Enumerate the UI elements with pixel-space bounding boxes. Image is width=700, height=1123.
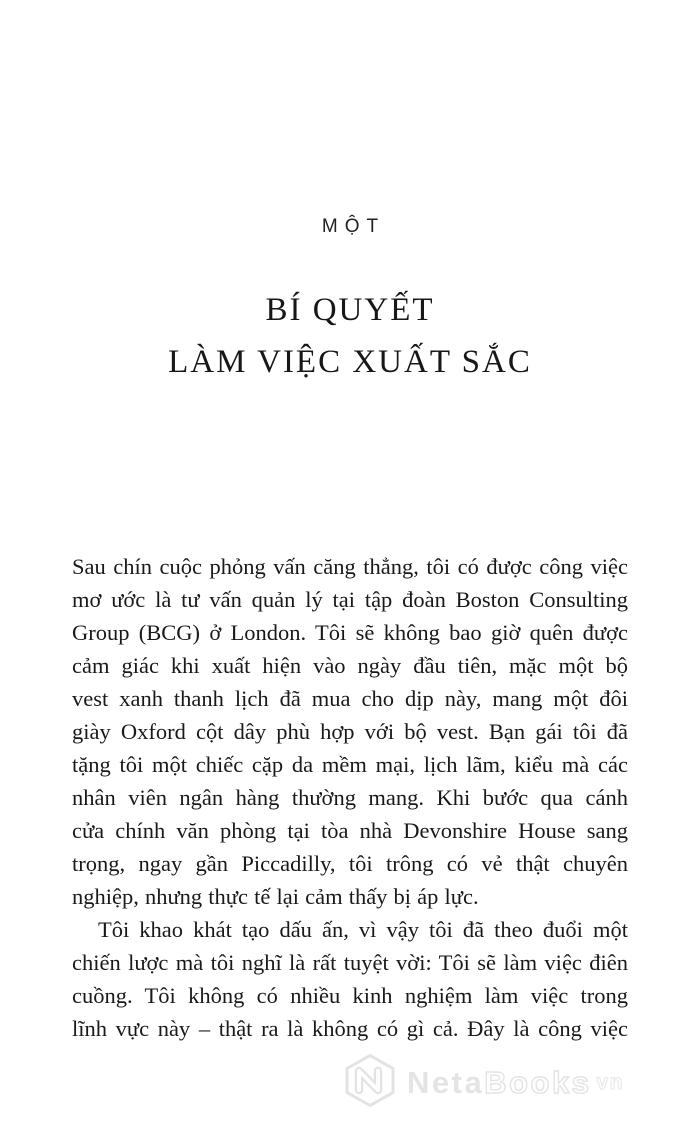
text-line: vest xanh thanh lịch đã mua cho dịp này, mang một đôi — [72, 686, 628, 711]
chapter-number: MỘT — [321, 216, 386, 237]
text-line: Sau chín cuộc phỏng vấn căng thẳng, tôi có được công việc — [72, 554, 628, 579]
netabooks-logo-icon — [342, 1054, 398, 1112]
text-line: cảm giác khi xuất hiện vào ngày đầu tiên, mặc một bộ — [72, 653, 628, 678]
text-line: Tôi khao khát tạo dấu ấn, vì vậy tôi đã theo đuổi một — [98, 917, 628, 942]
watermark-brand-tld: vn — [596, 1071, 624, 1094]
text-line: cửa chính văn phòng tại tòa nhà Devonshire House sang — [72, 818, 628, 843]
text-line: lĩnh vực này – thật ra là không có gì cả. Đây là công việc — [72, 1016, 628, 1041]
text-line: cuồng. Tôi không có nhiều kinh nghiệm làm việc trong — [72, 983, 628, 1008]
watermark-brand-books: Books — [484, 1065, 592, 1100]
text-line: trọng, ngay gần Piccadilly, tôi trông có vẻ thật chuyên — [72, 851, 628, 876]
text-line: Group (BCG) ở London. Tôi sẽ không bao giờ quên được — [72, 620, 628, 645]
text-line: nhân viên ngân hàng thường mang. Khi bước qua cánh — [72, 785, 628, 810]
watermark-brand-neta: Neta — [407, 1065, 485, 1100]
text-line: chiến lược mà tôi nghĩ là rất tuyệt vời: Tôi sẽ làm việc điên — [72, 950, 628, 975]
watermark-brand — [407, 1065, 591, 1101]
chapter-title-line-1: BÍ QUYẾT — [265, 292, 435, 328]
chapter-title-line-2: LÀM VIỆC XUẤT SẮC — [168, 344, 532, 380]
chapter-title — [0, 284, 700, 388]
text-line: nghiệp, nhưng thực tế lại cảm thấy bị áp lực. — [72, 884, 479, 909]
text-line: mơ ước là tư vấn quản lý tại tập đoàn Boston Consulting — [72, 587, 628, 612]
text-line: tặng tôi một chiếc cặp da mềm mại, lịch lãm, kiểu mà các — [72, 752, 628, 777]
watermark — [342, 1052, 624, 1114]
body-text — [72, 550, 628, 1045]
text-line: giày Oxford cột dây phù hợp với bộ vest. Bạn gái tôi đã — [72, 719, 628, 744]
